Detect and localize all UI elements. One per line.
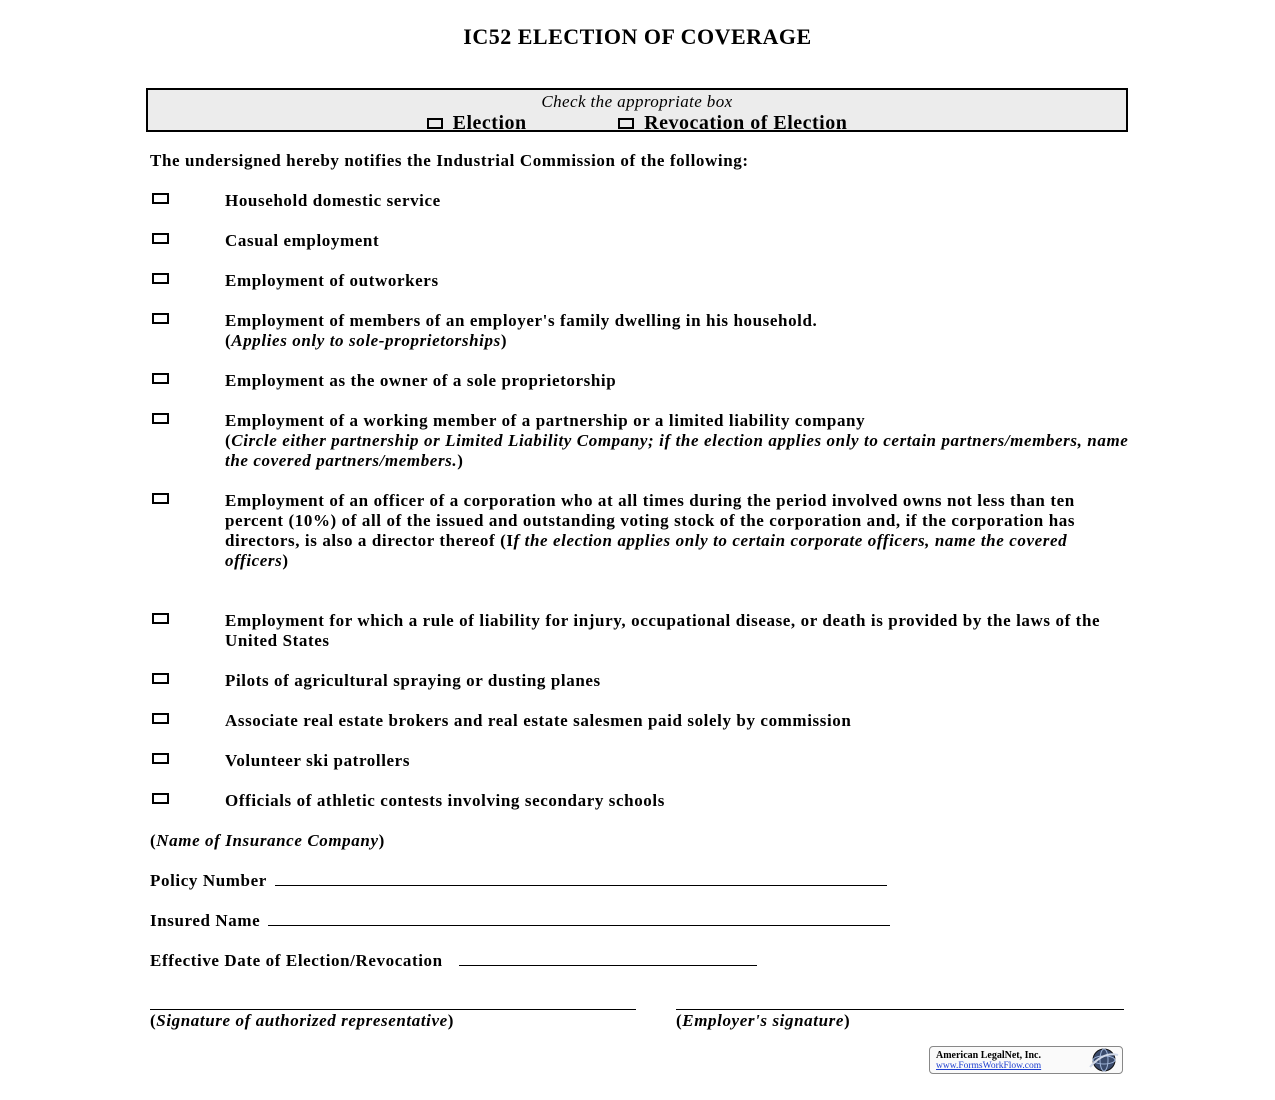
coverage-note-open: ( <box>225 431 232 450</box>
policy-number-label: Policy Number <box>150 871 267 890</box>
banner-options <box>148 112 1126 134</box>
coverage-note-close: ) <box>282 551 289 570</box>
coverage-item-label: Volunteer ski patrollers <box>225 751 411 770</box>
coverage-checkbox[interactable] <box>152 373 169 384</box>
policy-number-field <box>150 871 887 891</box>
coverage-item-corporate-officer <box>150 491 1130 571</box>
insurance-company-label: (Name of Insurance Company) <box>150 831 385 850</box>
coverage-note-close: ) <box>457 451 464 470</box>
coverage-checkbox[interactable] <box>152 613 169 624</box>
coverage-item-label: Officials of athletic contests involving secondary schools <box>225 791 665 810</box>
banner-instruction: Check the appropriate box <box>541 92 733 111</box>
coverage-item-note: Circle either partnership or Limited Liability Company; if the election applies only to certain partners/members, name the covered partners/members. <box>225 431 1129 470</box>
coverage-item-household-domestic <box>150 191 1130 211</box>
election-label: Election <box>452 112 527 134</box>
coverage-item-note: Applies only to sole-proprietorships <box>231 331 501 350</box>
coverage-item-casual <box>150 231 1130 251</box>
coverage-checkbox[interactable] <box>152 713 169 724</box>
coverage-item-ski-patrollers <box>150 751 1130 771</box>
coverage-checkbox[interactable] <box>152 753 169 764</box>
coverage-note-open: (I <box>495 531 514 550</box>
revocation-checkbox[interactable] <box>618 118 634 129</box>
representative-signature-line[interactable] <box>150 1009 636 1010</box>
coverage-item-family-members <box>150 311 1130 351</box>
representative-signature-label: (Signature of authorized representative) <box>150 1011 455 1030</box>
coverage-checkbox[interactable] <box>152 193 169 204</box>
coverage-checkbox[interactable] <box>152 493 169 504</box>
coverage-item-label: Employment as the owner of a sole proprietorship <box>225 371 617 390</box>
insured-name-input[interactable] <box>268 911 890 926</box>
coverage-item-label: Employment of outworkers <box>225 271 439 290</box>
coverage-note-open: ( <box>225 331 232 350</box>
coverage-item-note: f the election applies only to certain corporate officers, name the covered officers <box>225 531 1068 570</box>
logo-company: American LegalNet, Inc. <box>936 1050 1041 1061</box>
american-legalnet-logo <box>929 1046 1123 1074</box>
coverage-checkbox[interactable] <box>152 273 169 284</box>
coverage-checkbox[interactable] <box>152 413 169 424</box>
intro-text: The undersigned hereby notifies the Industrial Commission of the following: <box>150 151 749 170</box>
coverage-item-partnership-llc <box>150 411 1130 471</box>
coverage-checkbox[interactable] <box>152 313 169 324</box>
revocation-option[interactable] <box>618 112 847 134</box>
policy-number-input[interactable] <box>275 871 887 886</box>
insured-name-label: Insured Name <box>150 911 261 930</box>
coverage-item-label: Household domestic service <box>225 191 441 210</box>
employer-signature-line[interactable] <box>676 1009 1124 1010</box>
coverage-item-agricultural-pilots <box>150 671 1130 691</box>
logo-url-link[interactable]: www.FormsWorkFlow.com <box>936 1061 1042 1071</box>
coverage-item-sole-proprietor <box>150 371 1130 391</box>
coverage-item-real-estate <box>150 711 1130 731</box>
employer-signature-text: Employer's signature <box>682 1011 844 1030</box>
coverage-item-label: Associate real estate brokers and real estate salesmen paid solely by commission <box>225 711 852 730</box>
coverage-note-close: ) <box>500 331 508 350</box>
coverage-checkbox[interactable] <box>152 793 169 804</box>
insurance-company-text: Name of Insurance Company <box>156 831 379 850</box>
insured-name-field <box>150 911 890 931</box>
coverage-item-label: Employment of members of an employer's family dwelling in his household. <box>225 311 818 330</box>
page-title: IC52 ELECTION OF COVERAGE <box>463 24 812 49</box>
revocation-label: Revocation of Election <box>644 112 848 134</box>
effective-date-input[interactable] <box>459 951 757 966</box>
globe-icon <box>1086 1047 1120 1073</box>
coverage-item-athletic-officials <box>150 791 1130 811</box>
election-checkbox[interactable] <box>427 118 443 129</box>
coverage-checkbox[interactable] <box>152 233 169 244</box>
representative-signature-text: Signature of authorized representative <box>156 1011 448 1030</box>
effective-date-label: Effective Date of Election/Revocation <box>150 951 443 970</box>
coverage-checkbox[interactable] <box>152 673 169 684</box>
coverage-item-label: Employment of a working member of a partnership or a limited liability company <box>225 411 866 430</box>
coverage-item-label: Pilots of agricultural spraying or dusting planes <box>225 671 601 690</box>
coverage-item-label: Employment for which a rule of liability for injury, occupational disease, or death is provided by the laws of the United States <box>225 611 1101 650</box>
employer-signature-label: (Employer's signature) <box>676 1011 851 1030</box>
coverage-item-label: Employment of an officer of a corporation who at all times during the period involved owns not less than ten percent (10%) of all of the issued and outstanding voting stock of the corporation and, if the corporation has directors, is also a director thereof <box>225 491 1076 550</box>
election-option[interactable] <box>427 112 527 134</box>
effective-date-field <box>150 951 757 971</box>
election-type-banner <box>146 88 1128 132</box>
coverage-item-outworkers <box>150 271 1130 291</box>
coverage-item-label: Casual employment <box>225 231 380 250</box>
coverage-item-federal-liability <box>150 611 1130 651</box>
